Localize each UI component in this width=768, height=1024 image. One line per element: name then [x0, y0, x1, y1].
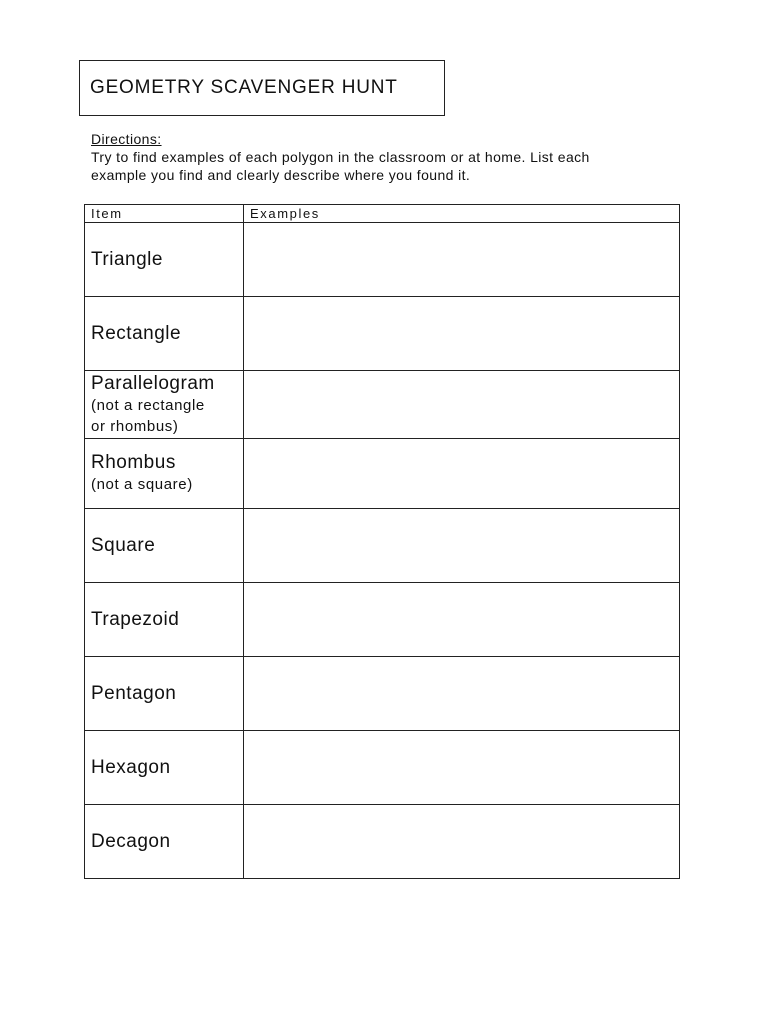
item-cell — [85, 297, 244, 371]
item-note: (not a square) — [91, 476, 193, 493]
scavenger-hunt-table — [84, 204, 680, 879]
item-cell — [85, 439, 244, 509]
item-cell — [85, 731, 244, 805]
examples-cell[interactable] — [244, 805, 680, 879]
item-name: Parallelogram — [91, 372, 215, 394]
item-note-line-2: or rhombus) — [91, 417, 179, 435]
item-cell — [85, 583, 244, 657]
item-cell — [85, 223, 244, 297]
item-name: Trapezoid — [91, 608, 180, 630]
item-cell — [85, 805, 244, 879]
item-name: Decagon — [91, 830, 171, 852]
item-name: Rhombus — [91, 452, 176, 473]
table-header-row — [85, 205, 680, 223]
table-row-rectangle — [85, 297, 680, 371]
item-name: Square — [91, 534, 156, 556]
examples-cell[interactable] — [244, 583, 680, 657]
examples-cell[interactable] — [244, 657, 680, 731]
worksheet-title: GEOMETRY SCAVENGER HUNT — [90, 77, 398, 98]
directions-heading: Directions: — [91, 131, 162, 147]
item-cell — [85, 509, 244, 583]
item-cell — [85, 371, 244, 439]
table-row-rhombus — [85, 439, 680, 509]
table-row-trapezoid — [85, 583, 680, 657]
item-name: Triangle — [91, 248, 163, 270]
table-row-square — [85, 509, 680, 583]
item-cell — [85, 657, 244, 731]
examples-cell[interactable] — [244, 371, 680, 439]
item-name: Pentagon — [91, 682, 177, 704]
table-row-triangle — [85, 223, 680, 297]
examples-cell[interactable] — [244, 731, 680, 805]
directions-text-line-2: example you find and clearly describe where you found it. — [91, 167, 471, 183]
examples-cell[interactable] — [244, 223, 680, 297]
item-column-header: Item — [85, 205, 244, 223]
examples-column-header: Examples — [244, 205, 680, 223]
table-row-hexagon — [85, 731, 680, 805]
table-row-pentagon — [85, 657, 680, 731]
worksheet-title-box — [79, 60, 445, 116]
examples-cell[interactable] — [244, 509, 680, 583]
table-row-parallelogram — [85, 371, 680, 439]
table-row-decagon — [85, 805, 680, 879]
examples-cell[interactable] — [244, 439, 680, 509]
examples-cell[interactable] — [244, 297, 680, 371]
directions-section — [91, 130, 691, 184]
item-name: Hexagon — [91, 756, 171, 778]
directions-text-line-1: Try to find examples of each polygon in the classroom or at home. List each — [91, 149, 590, 165]
item-note-line-1: (not a rectangle — [91, 396, 205, 414]
item-name: Rectangle — [91, 322, 182, 344]
